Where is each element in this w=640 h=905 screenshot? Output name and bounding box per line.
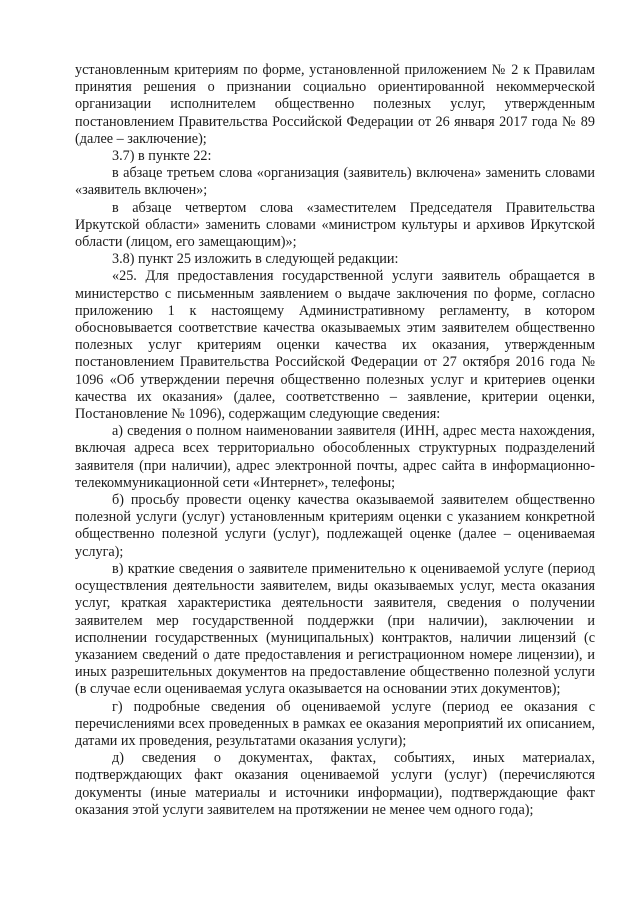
list-item-g: г) подробные сведения об оцениваемой услуге (период ее оказания с перечислениями всех проведенных в рамках ее оказания мероприятий их описанием, датами их проведения, результатами оказания услуги); <box>75 698 595 749</box>
list-item-b: б) просьбу провести оценку качества оказываемой заявителем общественно полезной услуги (услуг) установленным критериям оценки с указанием конкретной общественно полезной услуги (услуг), подлежащей оценке (далее – оцениваемая услуга); <box>75 492 595 560</box>
paragraph-3-7: 3.7) в пункте 22: <box>112 148 212 165</box>
document-page <box>75 62 595 819</box>
list-item-d: д) сведения о документах, фактах, событиях, иных материалах, подтверждающих факт оказания оцениваемой услуги (услуг) (перечисляются документы (иные материалы и источники информации), подтверждающие факт оказания этой услуги заявителем на протяжении не менее чем одного года); <box>75 750 595 818</box>
paragraph-punkt-25: «25. Для предоставления государственной услуги заявитель обращается в министерство с письменным заявлением о выдаче заключения по форме, согласно приложению 1 к настоящему Административному регламенту, в котором обосновывается соответствие качества оказываемых этим заявителем общественно полезных услуг критериям оценки качества их оказания, утвержденным постановлением Правительства Российской Федерации от 27 октября 2016 года № 1096 «Об утверждении перечня общественно полезных услуг и критериев оценки качества их оказания» (далее, соответственно – заявление, критерии оценки, Постановление № 1096), содержащим следующие сведения: <box>75 268 595 423</box>
list-item-v: в) краткие сведения о заявителе применительно к оцениваемой услуге (период осуществления деятельности заявителем, виды оказываемых услуг, места оказания услуг, краткая характеристика деятельности заявителя, сведения о получении заявителем мер государственной поддержки (при наличии), заключении и исполнении государственных (муниципальных) контрактов, наличии лицензий (с указанием сведений о дате предоставления и регистрационном номере лицензии), и иных разрешительных документов на предоставление общественно полезной услуги (в случае если оцениваемая услуга оказывается на основании этих документов); <box>75 560 595 698</box>
paragraph-criteria-form: установленным критериям по форме, установленной приложением № 2 к Правилам принятия решения о признании социально ориентированной некоммерческой организации исполнителем общественно полезных услуг, утвержденным постановлением Правительства Российской Федерации от 26 января 2017 года № 89 (далее – заключение); <box>75 62 595 147</box>
paragraph-3-8: 3.8) пункт 25 изложить в следующей редакции: <box>112 251 399 268</box>
paragraph-abzats-4: в абзаце четвертом слова «заместителем Председателя Правительства Иркутской области» заменить словами «министром культуры и архивов Иркутской области (лицом, его замещающим)»; <box>75 199 595 251</box>
paragraph-abzats-3: в абзаце третьем слова «организация (заявитель) включена» заменить словами «заявитель включен»; <box>75 165 595 199</box>
list-item-a: а) сведения о полном наименовании заявителя (ИНН, адрес места нахождения, включая адреса всех территориально обособленных структурных подразделений заявителя (при наличии), адрес электронной почты, адрес сайта в информационно-телекоммуникационной сети «Интернет», телефоны; <box>75 423 595 491</box>
